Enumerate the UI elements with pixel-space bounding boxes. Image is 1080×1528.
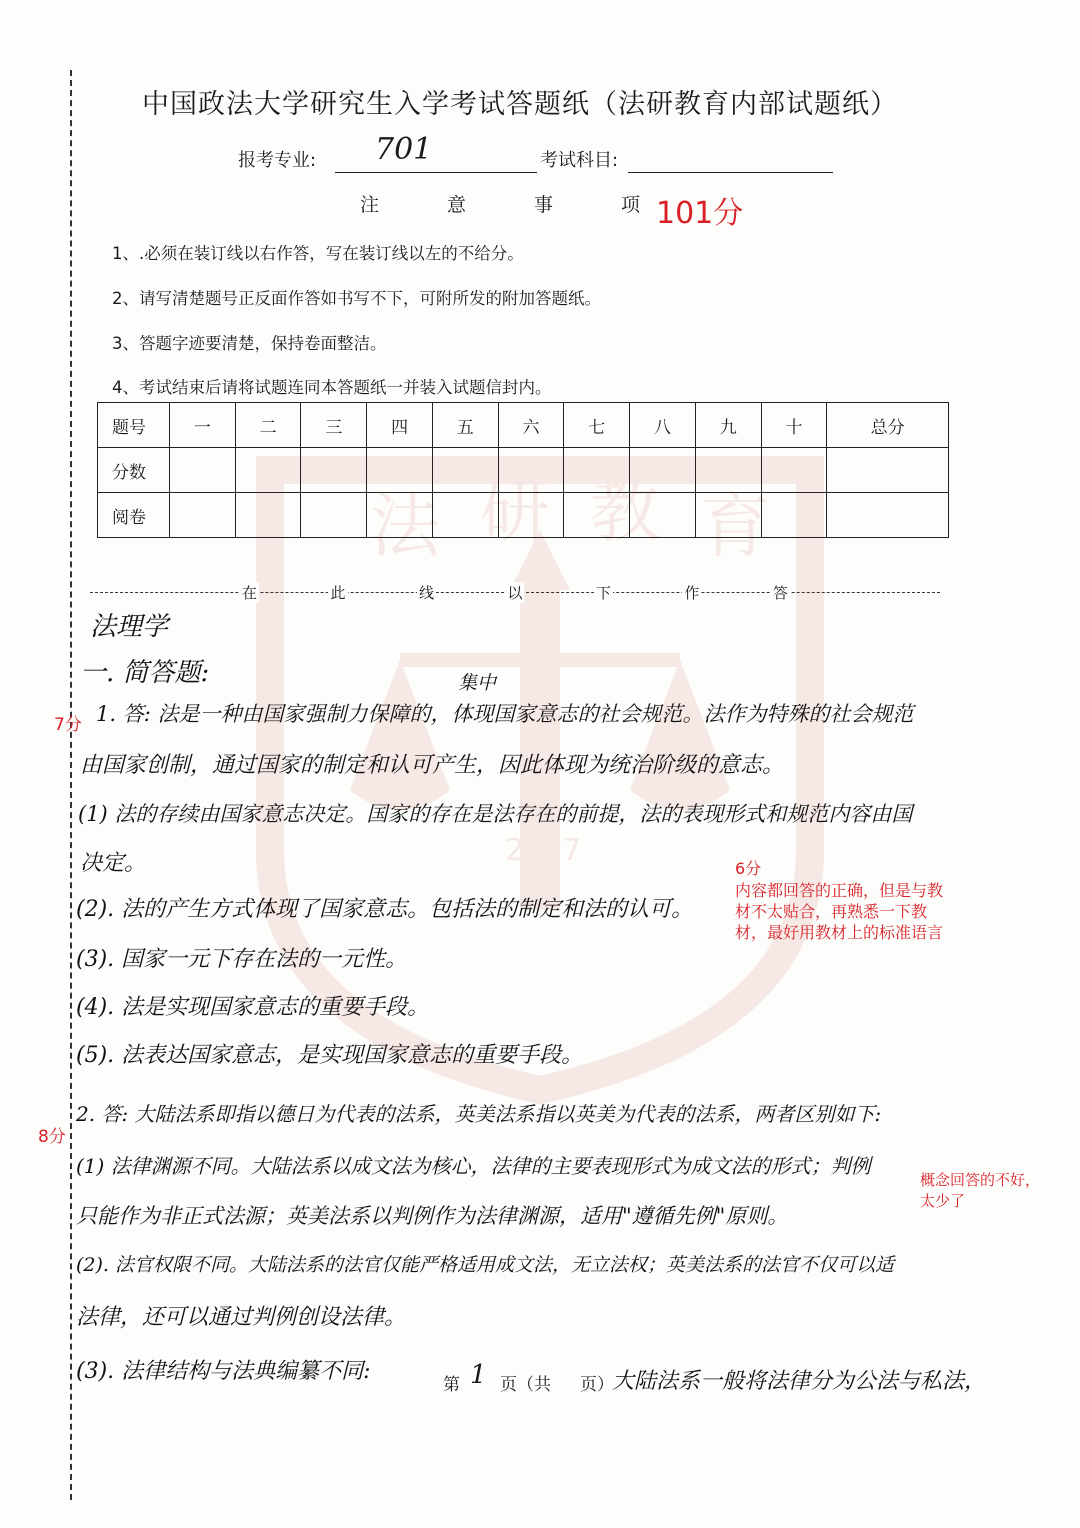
- score-table: [97, 402, 949, 538]
- grader-cell[interactable]: [301, 493, 367, 538]
- page-number: 1: [470, 1360, 487, 1390]
- q2-score-mark: 8分: [38, 1127, 66, 1147]
- grader-cell[interactable]: [564, 493, 630, 538]
- q1-score-mark: 7分: [54, 715, 82, 735]
- table-header-cell: 三: [301, 403, 367, 448]
- answer-section-title: 一. 简答题:: [80, 658, 210, 688]
- answer-line: (3). 法律结构与法典编纂不同:: [76, 1359, 371, 1384]
- binding-line: [70, 70, 72, 1500]
- score-table-row: [98, 448, 949, 493]
- table-header-cell: 七: [564, 403, 630, 448]
- table-header-cell: 六: [498, 403, 564, 448]
- table-header-cell: 二: [235, 403, 301, 448]
- table-header-cell: 一: [170, 403, 236, 448]
- table-header-cell: 四: [367, 403, 433, 448]
- row-label-score: 分数: [98, 448, 170, 493]
- subject-label: 考试科目:: [540, 150, 619, 171]
- score-cell[interactable]: [630, 448, 696, 493]
- score-cell[interactable]: [827, 448, 949, 493]
- notice-title: 注 意 事 项: [360, 194, 640, 216]
- table-header-cell: 总分: [827, 403, 949, 448]
- answer-line: 由国家创制，通过国家的制定和认可产生，因此体现为统治阶级的意志。: [80, 753, 785, 778]
- table-header-cell: 五: [432, 403, 498, 448]
- grader-cell[interactable]: [432, 493, 498, 538]
- answer-line: 决定。: [80, 851, 147, 876]
- watermark-char: 育: [700, 485, 770, 567]
- grader-cell[interactable]: [170, 493, 236, 538]
- answer-line: 2. 答: 大陆法系即指以德日为代表的法系，英美法系指以英美为代表的法系，两者区别如下:: [76, 1102, 882, 1126]
- total-score: 101分: [656, 196, 744, 231]
- q2-comment: 概念回答的不好， 太少了: [920, 1171, 1041, 1210]
- page-suffix: 页）: [580, 1375, 614, 1395]
- score-cell[interactable]: [498, 448, 564, 493]
- page-middle: 页（共: [500, 1375, 551, 1395]
- page-title: 中国政法大学研究生入学考试答题纸（法研教育内部试题纸）: [142, 89, 898, 120]
- grader-cell[interactable]: [761, 493, 827, 538]
- major-label: 报考专业:: [238, 150, 317, 171]
- table-header-cell: 题号: [98, 403, 170, 448]
- watermark-char: 教: [590, 470, 660, 552]
- table-header-cell: 九: [695, 403, 761, 448]
- q1-comment: 内容都回答的正确，但是与教 材不太贴合，再熟悉一下教 材，最好用教材上的标准语言: [735, 881, 944, 942]
- page-prefix: 第: [443, 1375, 460, 1395]
- score-cell[interactable]: [367, 448, 433, 493]
- answer-line: (2). 法的产生方式体现了国家意志。包括法的制定和法的认可。: [76, 897, 694, 922]
- score-table-row: [98, 493, 949, 538]
- rule-3: 3、答题字迹要清楚，保持卷面整洁。: [112, 334, 387, 353]
- score-cell[interactable]: [301, 448, 367, 493]
- score-cell[interactable]: [695, 448, 761, 493]
- score-cell[interactable]: [564, 448, 630, 493]
- major-field[interactable]: [335, 132, 537, 173]
- answer-divider: 在 此 线 以 下 作 答: [90, 582, 940, 602]
- answer-subject: 法理学: [90, 612, 169, 642]
- watermark-char: 法: [370, 485, 440, 567]
- watermark-char: 研: [480, 470, 550, 552]
- answer-line: 大陆法系一般将法律分为公法与私法，: [612, 1369, 987, 1394]
- row-label-grader: 阅卷: [98, 493, 170, 538]
- score-cell[interactable]: [235, 448, 301, 493]
- grader-cell[interactable]: [235, 493, 301, 538]
- answer-line: (1) 法律渊源不同。大陆法系以成文法为核心，法律的主要表现形式为成文法的形式；判例: [76, 1154, 871, 1178]
- grader-cell[interactable]: [827, 493, 949, 538]
- answer-line: (3). 国家一元下存在法的一元性。: [76, 947, 408, 972]
- answer-line: (2). 法官权限不同。大陆法系的法官仅能严格适用成文法，无立法权；英美法系的法官不仅可以适: [76, 1254, 894, 1276]
- score-cell[interactable]: [432, 448, 498, 493]
- table-header-cell: 十: [761, 403, 827, 448]
- q1-comment-score: 6分: [735, 859, 762, 878]
- score-table-header-row: [98, 403, 949, 448]
- answer-insert-note: 集中: [458, 672, 497, 694]
- answer-line: 法律，还可以通过判例创设法律。: [76, 1305, 407, 1330]
- rule-4: 4、考试结束后请将试题连同本答题纸一并装入试题信封内。: [112, 378, 552, 397]
- grader-cell[interactable]: [498, 493, 564, 538]
- score-cell[interactable]: [761, 448, 827, 493]
- answer-line: 1. 答: 法是一种由国家强制力保障的，体现国家意志的社会规范。法作为特殊的社会规范: [96, 702, 914, 726]
- watermark-year: 2007: [505, 833, 582, 868]
- answer-line: (5). 法表达国家意志，是实现国家意志的重要手段。: [76, 1043, 584, 1068]
- answer-line: (4). 法是实现国家意志的重要手段。: [76, 995, 430, 1020]
- answer-line: (1) 法的存续由国家意志决定。国家的存在是法存在的前提，法的表现形式和规范内容由国: [78, 802, 913, 826]
- grader-cell[interactable]: [367, 493, 433, 538]
- score-cell[interactable]: [170, 448, 236, 493]
- answer-line: 只能作为非正式法源；英美法系以判例作为法律渊源，适用"遵循先例"原则。: [76, 1204, 789, 1228]
- table-header-cell: 八: [630, 403, 696, 448]
- grader-cell[interactable]: [630, 493, 696, 538]
- grader-cell[interactable]: [695, 493, 761, 538]
- major-value: 701: [375, 132, 433, 167]
- rule-1: 1、.必须在装订线以右作答，写在装订线以左的不给分。: [112, 244, 524, 263]
- rule-2: 2、请写清楚题号正反面作答如书写不下，可附所发的附加答题纸。: [112, 289, 601, 308]
- subject-field[interactable]: [628, 148, 833, 173]
